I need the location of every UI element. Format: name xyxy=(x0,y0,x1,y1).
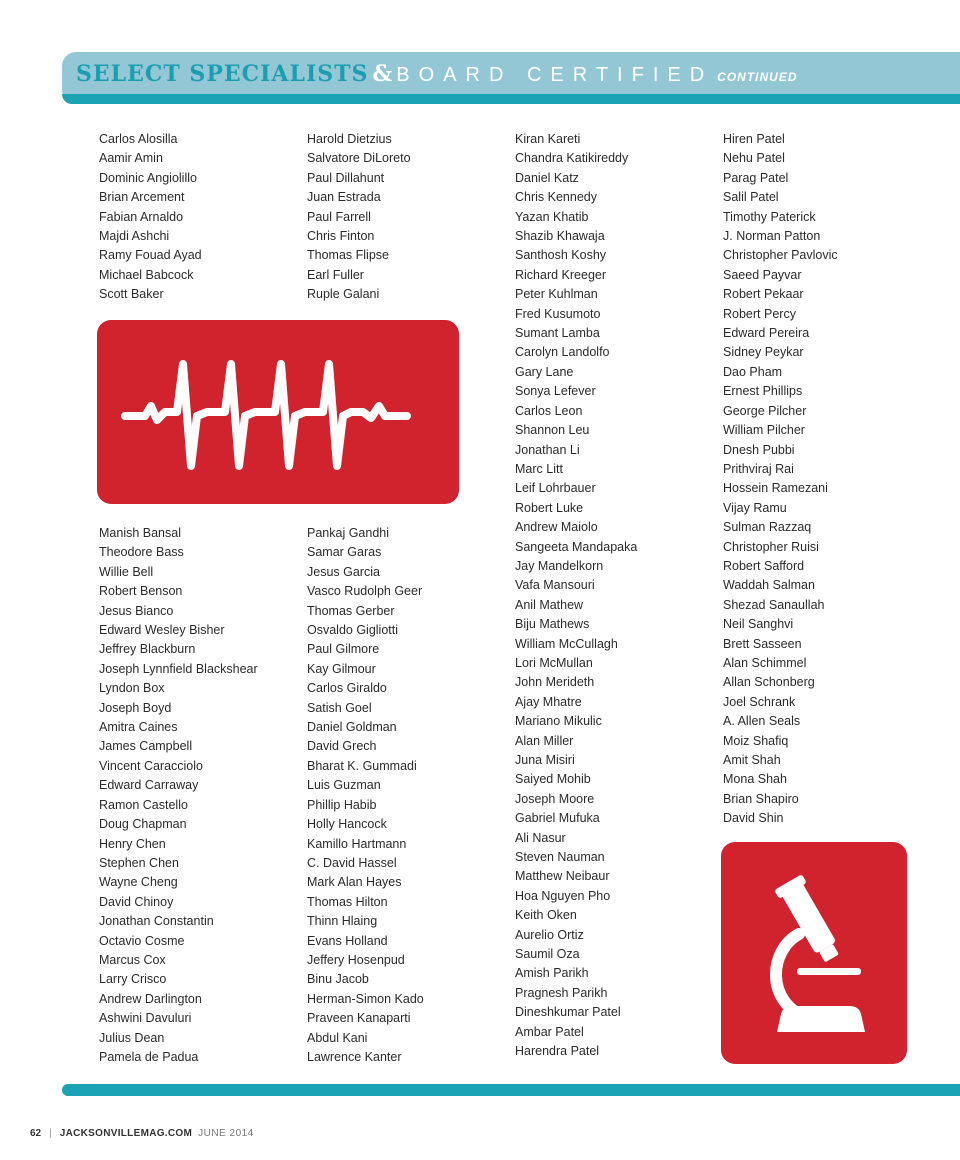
specialist-name: Andrew Darlington xyxy=(99,991,202,1006)
specialist-name: Keith Oken xyxy=(515,908,577,923)
specialist-name: Salil Patel xyxy=(723,190,779,205)
specialist-name: Christopher Ruisi xyxy=(723,539,819,554)
specialist-name: Amish Parikh xyxy=(515,966,589,981)
specialist-name: Vasco Rudolph Geer xyxy=(307,584,423,599)
specialist-name: Dominic Angiolillo xyxy=(99,170,197,185)
specialist-name: Edward Wesley Bisher xyxy=(99,623,225,638)
specialist-name: A. Allen Seals xyxy=(723,714,801,729)
specialist-name: Paul Farrell xyxy=(307,209,371,224)
specialist-name: Salvatore DiLoreto xyxy=(307,151,411,166)
specialist-name: Doug Chapman xyxy=(99,817,187,832)
specialist-name: Theodore Bass xyxy=(99,545,184,560)
specialist-name: Lyndon Box xyxy=(99,681,165,696)
specialist-name: Leif Lohrbauer xyxy=(515,481,596,496)
specialist-name: Wayne Cheng xyxy=(99,875,178,890)
specialist-name: Robert Benson xyxy=(99,584,183,599)
specialist-name: Phillip Habib xyxy=(307,797,377,812)
specialist-name: William McCullagh xyxy=(515,636,618,651)
specialist-name: Juna Misiri xyxy=(515,753,575,767)
specialist-name: Joseph Boyd xyxy=(99,700,172,715)
specialist-name: Daniel Goldman xyxy=(307,720,397,735)
specialist-name: Larry Crisco xyxy=(99,972,167,987)
specialist-name: Waddah Salman xyxy=(723,578,815,593)
specialist-name: Pragnesh Parikh xyxy=(515,985,608,1000)
names-column-2-top xyxy=(307,130,411,305)
specialist-name: Stephen Chen xyxy=(99,855,179,870)
specialist-name: Nehu Patel xyxy=(723,151,785,166)
specialist-name: Christopher Pavlovic xyxy=(723,248,838,263)
specialist-name: David Grech xyxy=(307,739,377,754)
specialist-name: Octavio Cosme xyxy=(99,933,185,948)
names-column-1-bottom xyxy=(99,524,258,1067)
specialist-name: Andrew Maiolo xyxy=(515,520,598,535)
title-ampersand: & xyxy=(372,61,393,87)
specialist-name: Jonathan Constantin xyxy=(99,914,214,929)
specialist-name: Robert Pekaar xyxy=(723,287,804,302)
specialist-name: Brian Arcement xyxy=(99,190,185,205)
specialist-name: Harold Dietzius xyxy=(307,132,392,146)
names-column-2-bottom xyxy=(307,524,424,1067)
specialist-name: Lawrence Kanter xyxy=(307,1049,402,1064)
specialist-name: Amitra Caines xyxy=(99,720,178,735)
specialist-name: Hoa Nguyen Pho xyxy=(515,888,611,903)
specialist-name: Binu Jacob xyxy=(307,972,369,987)
specialist-name: Ramy Fouad Ayad xyxy=(99,248,202,263)
specialist-name: Ajay Mhatre xyxy=(515,694,582,709)
specialist-name: Timothy Paterick xyxy=(723,209,816,224)
specialist-name: Bharat K. Gummadi xyxy=(307,758,417,773)
specialist-name: Mona Shah xyxy=(723,772,787,787)
specialist-name: Joel Schrank xyxy=(723,694,796,709)
specialist-name: James Campbell xyxy=(99,739,193,754)
specialist-name: Allan Schonberg xyxy=(723,675,815,690)
specialist-name: Carlos Giraldo xyxy=(307,681,387,696)
specialist-name: Pankaj Gandhi xyxy=(307,526,390,540)
names-column-1-top xyxy=(99,130,202,305)
specialist-name: Kiran Kareti xyxy=(515,132,581,146)
specialist-name: Harendra Patel xyxy=(515,1044,600,1059)
section-banner xyxy=(62,52,960,104)
specialist-name: Brian Shapiro xyxy=(723,791,799,806)
specialist-name: Abdul Kani xyxy=(307,1030,368,1045)
specialist-name: George Pilcher xyxy=(723,403,807,418)
issue-date: JUNE 2014 xyxy=(198,1128,254,1139)
specialist-name: Paul Dillahunt xyxy=(307,170,385,185)
specialist-name: Joseph Lynnfield Blackshear xyxy=(99,661,258,676)
specialist-name: Willie Bell xyxy=(99,564,154,579)
specialist-name: Kay Gilmour xyxy=(307,661,376,676)
specialist-name: Michael Babcock xyxy=(99,267,194,282)
specialist-name: J. Norman Patton xyxy=(723,229,821,244)
specialist-name: Thomas Gerber xyxy=(307,603,395,618)
specialist-name: Luis Guzman xyxy=(307,778,381,793)
specialist-name: Dineshkumar Patel xyxy=(515,1005,621,1020)
specialist-name: Manish Bansal xyxy=(99,526,181,540)
specialist-name: Biju Mathews xyxy=(515,617,590,632)
specialist-name: Marcus Cox xyxy=(99,952,166,967)
specialist-name: Jay Mandelkorn xyxy=(515,558,604,573)
specialist-name: Carolyn Landolfo xyxy=(515,345,610,360)
specialist-name: Carlos Leon xyxy=(515,403,583,418)
specialist-name: Vijay Ramu xyxy=(723,500,787,515)
footer-bar xyxy=(62,1084,960,1096)
specialist-name: Parag Patel xyxy=(723,170,789,185)
specialist-name: Joseph Moore xyxy=(515,791,595,806)
specialist-name: Chris Kennedy xyxy=(515,190,597,205)
footer-info xyxy=(30,1128,254,1139)
specialist-name: Jeffery Hosenpud xyxy=(307,952,405,967)
specialist-name: Carlos Alosilla xyxy=(99,132,178,146)
microscope-card xyxy=(721,842,907,1064)
specialist-name: Edward Carraway xyxy=(99,778,199,793)
microscope-icon xyxy=(721,842,907,1064)
specialist-name: Aurelio Ortiz xyxy=(515,927,584,942)
specialist-name: C. David Hassel xyxy=(307,855,397,870)
specialist-name: Satish Goel xyxy=(307,700,372,715)
specialist-name: Pamela de Padua xyxy=(99,1049,199,1064)
specialist-name: Neil Sanghvi xyxy=(723,617,794,632)
specialist-name: David Chinoy xyxy=(99,894,174,909)
specialist-name: Saiyed Mohib xyxy=(515,772,591,787)
specialist-name: Santhosh Koshy xyxy=(515,248,607,263)
specialist-name: Osvaldo Gigliotti xyxy=(307,623,399,638)
names-column-4 xyxy=(723,130,838,829)
specialist-name: Steven Nauman xyxy=(515,850,605,865)
specialist-name: Samar Garas xyxy=(307,545,382,560)
specialist-name: Praveen Kanaparti xyxy=(307,1011,411,1026)
specialist-name: Amit Shah xyxy=(723,753,781,767)
specialist-name: Vincent Caracciolo xyxy=(99,758,203,773)
site-link[interactable]: JACKSONVILLEMAG.COM xyxy=(59,1128,193,1139)
specialist-name: Thomas Flipse xyxy=(307,248,389,263)
specialist-name: David Shin xyxy=(723,811,784,826)
specialist-name: Ali Nasur xyxy=(515,830,566,845)
specialist-name: Aamir Amin xyxy=(99,151,163,166)
specialist-name: Holly Hancock xyxy=(307,817,387,832)
specialist-name: Ambar Patel xyxy=(515,1024,584,1039)
specialist-name: Peter Kuhlman xyxy=(515,287,598,302)
specialist-name: Alan Miller xyxy=(515,733,574,748)
specialist-name: Daniel Katz xyxy=(515,170,579,185)
specialist-name: Ashwini Davuluri xyxy=(99,1011,192,1026)
title-main: SELECT SPECIALISTS xyxy=(76,61,369,87)
specialist-name: Jesus Garcia xyxy=(307,564,380,579)
specialist-name: Robert Percy xyxy=(723,306,796,321)
specialist-name: Paul Gilmore xyxy=(307,642,380,657)
specialist-name: Sulman Razzaq xyxy=(723,520,812,535)
footer-separator: | xyxy=(49,1128,52,1139)
specialist-name: Hossein Ramezani xyxy=(723,481,828,496)
specialist-name: Brett Sasseen xyxy=(723,636,802,651)
specialist-name: Ramon Castello xyxy=(99,797,188,812)
section-title xyxy=(76,60,798,91)
heartbeat-icon xyxy=(97,320,459,504)
specialist-name: Sumant Lamba xyxy=(515,326,600,341)
specialist-name: Ernest Phillips xyxy=(723,384,803,399)
specialist-name: Herman-Simon Kado xyxy=(307,991,424,1006)
specialist-name: Robert Safford xyxy=(723,558,805,573)
specialist-name: Shezad Sanaullah xyxy=(723,597,825,612)
specialist-name: Chandra Katikireddy xyxy=(515,151,629,166)
specialist-name: Ruple Galani xyxy=(307,287,380,302)
specialist-name: Yazan Khatib xyxy=(515,209,589,224)
heartbeat-card xyxy=(97,320,459,504)
specialist-name: Edward Pereira xyxy=(723,326,810,341)
specialist-name: Julius Dean xyxy=(99,1030,165,1045)
specialist-name: Moiz Shafiq xyxy=(723,733,789,748)
specialist-name: Gary Lane xyxy=(515,364,574,379)
title-continued: CONTINUED xyxy=(717,70,798,84)
specialist-name: Robert Luke xyxy=(515,500,584,515)
specialist-name: Jeffrey Blackburn xyxy=(99,642,196,657)
specialist-name: Saumil Oza xyxy=(515,947,580,962)
specialist-name: Thomas Hilton xyxy=(307,894,388,909)
specialist-name: Anil Mathew xyxy=(515,597,584,612)
specialist-name: Richard Kreeger xyxy=(515,267,607,282)
specialist-name: John Merideth xyxy=(515,675,595,690)
specialist-name: Jonathan Li xyxy=(515,442,580,457)
specialist-name: Hiren Patel xyxy=(723,132,785,146)
specialist-name: Gabriel Mufuka xyxy=(515,811,600,826)
specialist-name: Saeed Payvar xyxy=(723,267,802,282)
specialist-name: Shazib Khawaja xyxy=(515,229,605,244)
specialist-name: Thinn Hlaing xyxy=(307,914,378,929)
specialist-name: Fabian Arnaldo xyxy=(99,209,184,224)
specialist-name: Scott Baker xyxy=(99,287,164,302)
specialist-name: Henry Chen xyxy=(99,836,166,851)
specialist-name: Dao Pham xyxy=(723,364,783,379)
specialist-name: Mark Alan Hayes xyxy=(307,875,402,890)
specialist-name: Mariano Mikulic xyxy=(515,714,602,729)
specialist-name: Fred Kusumoto xyxy=(515,306,601,321)
title-sub: BOARD CERTIFIED xyxy=(396,64,714,86)
banner-stripe xyxy=(62,94,960,104)
specialist-name: Sidney Peykar xyxy=(723,345,804,360)
specialist-name: Vafa Mansouri xyxy=(515,578,595,593)
specialist-name: William Pilcher xyxy=(723,423,805,438)
specialist-name: Sangeeta Mandapaka xyxy=(515,539,638,554)
specialist-name: Earl Fuller xyxy=(307,267,364,282)
specialist-name: Jesus Bianco xyxy=(99,603,174,618)
specialist-name: Alan Schimmel xyxy=(723,655,807,670)
specialist-name: Lori McMullan xyxy=(515,655,593,670)
specialist-name: Sonya Lefever xyxy=(515,384,596,399)
specialist-name: Matthew Neibaur xyxy=(515,869,610,884)
specialist-name: Evans Holland xyxy=(307,933,388,948)
specialist-name: Juan Estrada xyxy=(307,190,381,205)
specialist-name: Marc Litt xyxy=(515,461,563,476)
specialist-name: Prithviraj Rai xyxy=(723,461,794,476)
specialist-name: Majdi Ashchi xyxy=(99,229,170,244)
page-number: 62 xyxy=(30,1128,42,1139)
specialist-name: Shannon Leu xyxy=(515,423,590,438)
specialist-name: Dnesh Pubbi xyxy=(723,442,795,457)
specialist-name: Kamillo Hartmann xyxy=(307,836,407,851)
specialist-name: Chris Finton xyxy=(307,229,375,244)
names-column-3 xyxy=(515,130,637,1062)
